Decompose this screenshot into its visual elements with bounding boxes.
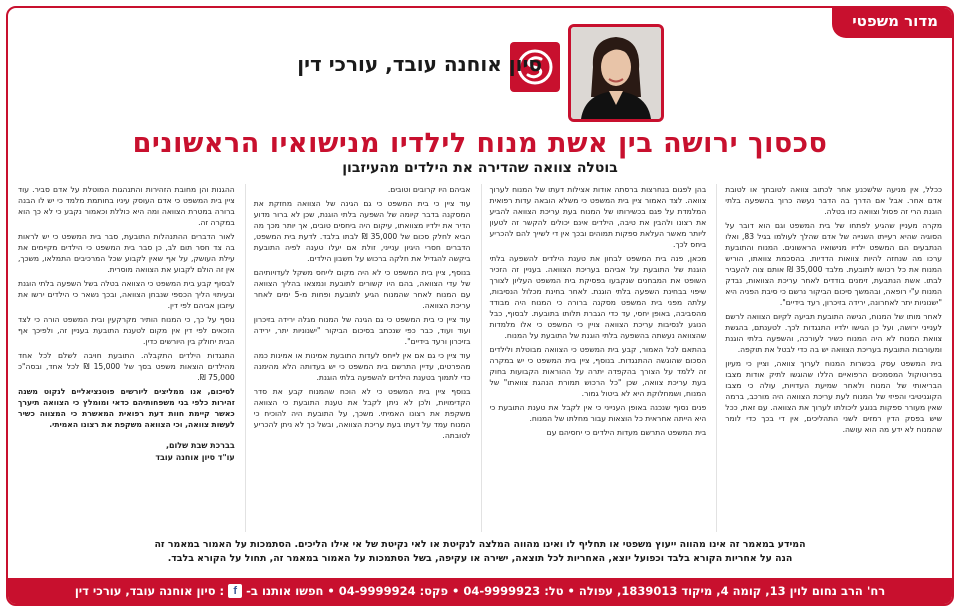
disclaimer-line: המידע במאמר זה אינו מהווה ייעוץ משפטי או תחליף לו ואינו מהווה המלצה לנקיטת או לאי נקיטת של אי אילו הליכים. הסתמכות על האמור במאמר זה: [154, 539, 806, 550]
paragraph: נוסף על כך, כי המנוח הותיר מקרקעין ובית המשפט הורה כי לצד הזכאים לפי דין אין מקום לטענת התובעת בעניין זה, ולפיכך אף הבית יחולק בין היורשים כדין.: [18, 315, 235, 346]
article-column: [18, 184, 235, 532]
paragraph: בהתאם לכל האמור, קבע בית המשפט כי הצוואה מבוטלת ולילדים הסכום שהוגשה ההתנגדות. בנוסף, ציין בית המשפט כי יש במקרה זה ללמד על הצורך בהקפדה יתרה על ההוראות הקבועות בחוק בעת עריכת צוואה, שכן "כל הרכוש תמורת הנהגת צוואתו" של המנוח, ושמחלוקת היא לא ביטול גמור.: [489, 345, 707, 398]
article-body: [18, 184, 942, 532]
paragraph: לאחר מותו של המנוח, הגישה התובעת תביעה לקיום הצוואה לרשם לענייני ירושה, ועל כן הגישו ילדיו התנגדות לכך. לטענתם, בהגשת צוואת המנוח לא היה המנוח כשיר לעורכה, והשפעה בלתי הוגנת ומעורבות התובעת בעריכת הצוואה יש בה כדי לבטל את תוקפה.: [725, 312, 942, 354]
contact-footer: [8, 578, 952, 604]
signoff-greeting: בברכת שבת שלום,: [165, 441, 235, 450]
paragraph: מקרה מעניין שהגיע לפתחו של בית המשפט וגם הוא דובר על הסוגיה שהיא רעייתו השנייה של אדם שהלך לעולמו בגיל 83, ואלו הנתבעים הם המשפט ילדיו מנישואיו הראשונים. המנוח והתובעת ערכו מה שנחזה להיות צוואות הדדיות. בהסכמת צוואתו, הוריש המנוח את כל רכושו לתובעת. מלבד 35,000 ₪ אותם צוה להעביר לבתו. אשת הנתבעת, זימנים בודדים לאחר עריכת הצוואות, נבדק המנוח ע"י רופאה, ובהמשך סיכום הביקור נרשם כי סיבת הפניה היא "ישנוניות יתר לאחרונה, ירידה בזיכרון, רעד בידיים".: [725, 221, 942, 307]
paragraph: לאור הדברים ההתנהלות התובעת, סבר בית המשפט כי יש לראות בה צד חסר תום לב, כן סבר בית המשפט כי הילדים מקיימים את עילת העושק, על אף שאין לקבוע שכל המרכיבים התמלאו, משכך, אין זה הולם לקבוע את הצוואה מוסרית.: [18, 232, 235, 274]
section-label: מדור משפטי: [832, 6, 954, 38]
facebook-page-name: : סיון אוחנה עובד, עורכי דין: [74, 584, 225, 598]
paragraph: עוד ציין כי גם אם אין לייחס לעדות התובעת אמינות או אמינות כמה מהפרטים, עדיין התרשם בית המשפט כי יש בעדותה הלא מהימנה כדי לתמוך בטענת הילדים להשפעה בלתי הוגנת.: [253, 351, 471, 382]
paragraph: עוד ציין כי בית המשפט כי גם הגינה של המנוח מגלה ירידה בזיכרון ועוד ועוד, כבר כפי שנכתב בסיכום הביקור "ישנוניות יתר, ירידה בזיכרון ורעד בידיים".: [253, 315, 471, 346]
facebook-icon[interactable]: f: [228, 584, 242, 598]
paragraph: התנגדות הילדים התקבלה. התובעת חויבה לשלם לכל אחד מהילדים הוצאות משפט בסך של 15,000 ₪ לכל אחד, ובסה"כ 75,000 ₪.: [18, 351, 235, 382]
signoff-author: עו"ד סיון אוחנה עובד: [155, 452, 235, 462]
disclaimer-line: הנה על אחריות הקורא בלבד וכפועל יוצא, האחריות לכל תוצאה, ישירה או עקיפה, בשל הסתמכות על האמור במאמר זה, תחול על הקורא בלבד.: [167, 553, 793, 565]
article-column: [716, 184, 942, 532]
signoff: [18, 440, 235, 463]
paragraph: לבסוף קבע בית המשפט כי הצוואה בטלה בשל השפעה בלתי הוגנת ובעיתוי הליך הכספי שנבחן הצוואה, ובכך נשאר כי הילדים ירשו את עיזבון אביהם לפי דין.: [18, 279, 235, 310]
paragraph: בית המשפט התרשם מעדות הילדים כי יחסיהם עם: [546, 428, 707, 437]
author-name: סיון אוחנה עובד, עורכי דין: [297, 52, 542, 76]
paragraph: מכאן, פנה בית המשפט לבחון את טענת הילדים להשפעה בלתי הוגנת של התובעת על אביהם בעריכת הצוואה. בעניין זה הזכיר השופט את המבחנים שנקבעו בפסיקת בית המשפט העליון לצורך שיפוי בבחינת השפעה בלתי הוגנת. לאחר בחינת מכלול הנסיבות, עלתה מפני בית המשפט מסקנה ברורה כי המנוח היה מבודד מהסביבה, באופן יחסי, עד כדי הגברת תלותו בתובעת. לבסוף, כבל הנוגע לנסיבות עריכת הצוואה צויין כי המשפט כי אלו מלמדות שהצוואה נעשתה בהשפעה בלתי הוגנת של התובעת על המנוח.: [489, 254, 707, 340]
author-photo: [568, 24, 664, 122]
article-subheadline: בוטלה צוואה שהדירה את הילדים מהעיזבון: [342, 160, 618, 176]
article-column: [245, 184, 471, 532]
paragraph: בהן לפגום בנחרצות ברסתה אודות אצילות דעתו של המנוח לערוך צוואה. לצד האמור ציין בית המשפט כי משלא הובאה עדות רפואית המלמדת על פגם בכשירותו של המנוח בעת עריכת הצוואה להביע את רצונו ולהבין את טיבה, הילדים אינם יכולים להקשר זה לטעון ליותר מאשר העלאת ספקות תמוהים ובכך אין די לשייך להם להכריע ביחס לכך.: [489, 185, 707, 249]
paragraph: בית המשפט עסק בכשרות המנוח לערוך צוואה, וציין כי מעיון בפרוטוקול המסמכים הרפואיים הללו שהוגשו לתיק אודות מצבו הבריאותי של המנוח ולאחר שמיעת העדויות, עולה כי מצבו הקוגניטיבי והפיזי של המנוח לעת עריכת הצוואה היה מורכב, ברמה שאין מעורר ספקות בנוגע ליכולתו לערוך את הצוואה. עם זאת, ככל שיש בפסק הדין רמזים לשני התהליכים, אין די בכך כדי לומר שהמנוח לא ידע מה הוא עושה.: [725, 359, 942, 434]
article-headline: סכסוך ירושה בין אשת מנוח לילדיו מנישואיו הראשונים: [132, 128, 828, 159]
paragraph: אביהם היו קרובים וטובים.: [387, 185, 471, 194]
paragraph: בנוסף, ציין בית המשפט כי לא היה מקום לייחס משקל לעדויותיהם של עדי הצוואה, בהם היו קשורים לתובעת ונמצאו בהליך הצוואה עם המנוח לאחר שהמנוח הגיע לתובעת ופחות מ-5 ימים לאחר עריכת הצוואה.: [253, 268, 471, 310]
article-column: [481, 184, 707, 532]
paragraph: ההגנות והן מחובת הזהירות והתנהגות המוטלת על אדם סביר. עוד ציין בית המשפט כי אדם העוסק עיניו בחותמת מלמד כי יש לו הבנה ברורה במטרת הצוואה ומה היא כוללת וכאמור נקבע כי לא כך הוא במקרה זה.: [18, 185, 235, 227]
paragraph: עוד ציין כי בית המשפט כי גם הגינה של הצוואה מחזקת את המסקנה בדבר קיומה של השפעה בלתי הוגנת, שכן לא ברור מדוע הדיר את ילדיו מצוואתו, עיקום היה ביחסים טובים, אך יותר מכך מה הביא לחלק סכום של 35,000 ₪ לבתו בלבד. לדעת בית המשפט, הדברים חסרי היגיון ענייני, זולת אם יעלו טענה לפיה התובעת ביקשה להגדיל את חלקה ברכוש על חשבון הילדים.: [253, 199, 471, 263]
portrait-illustration: [571, 27, 661, 119]
paragraph: פנים נסוף שנכנה באופן הענייני כי אין לקבל את טענת התובעת כי היא הייתה אחראית כל הוצאות עבור מחלתו של המנוח.: [489, 403, 707, 423]
legal-disclaimer: [20, 538, 940, 566]
article-header: [8, 24, 952, 132]
summary-note: לסיכום, אנו ממליצים ליורשים פוטנציאליים לנקוט משנה זהירות כלפי בני משפחותיהם כדאי ומומלץ כי הצוואה תיערך כאשר קיימת חוות דעת רפואית המאשרת כי המצווה כשיר לעשות צוואה, וכי הצוואה משקפת את רצונו האמיתי.: [18, 387, 235, 429]
contact-details: רח' הרב נחום לוין 13, קומה 4, מיקוד 1839013, עפולה • טל: 04-9999923 • פקס: 04-9999924 • חפשו אותנו ב-: [246, 584, 886, 598]
paragraph: בנוסף ציין בית המשפט כי לא הוכח שהמנוח קבע את סדר הקדימויות, ולכן לא ניתן לקבל את טענת התובעת כי הצוואה משקפת את רצונו האמיתי. משכך, על התובעת היה להוכיח כי המנוח עמד על דעתו בעת עריכת הצוואה, ובשל כך לא ניתן להכריע לטובתה.: [253, 387, 471, 440]
paragraph: ככלל, אין מניעה שלשכנע אחר לכתוב צוואה לטובתך או לטובת אדם אחר. אבל אם הדרך בה הדבר נעשה כרוך בהשפעה בלתי הוגנת הרי זה פסול וצוואה כזו בטלה.: [725, 185, 942, 216]
article-page: [6, 6, 954, 606]
